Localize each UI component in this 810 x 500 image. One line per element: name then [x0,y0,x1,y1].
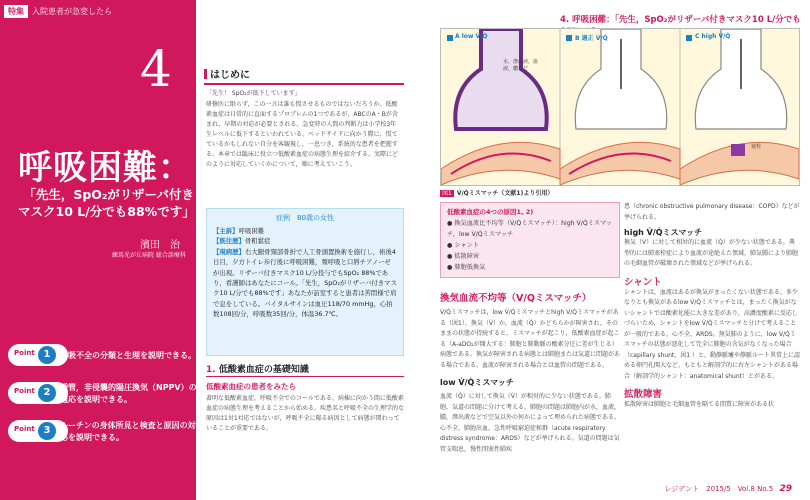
page-number-right: 29 [779,484,792,494]
subtitle-line-2: マスク10 L/分でも88%です」 [18,204,195,219]
causes-heading: 低酸素血症の4つの原因1, 2) [447,208,534,216]
diffusion-body: 拡散障害は肺胞と毛細血管を隔てる間質に障害がある状 [624,401,775,408]
section-1-heading [206,362,404,377]
author-affiliation: 練馬光が丘病院 総合診療科 [112,252,186,259]
cause-text: 換気血流比不均等（V̇/Q̇ミスマッチ）：high V̇/Q̇ミスマッチ，low V̇/Q̇ミスマッチ [447,220,613,238]
vq-diagram [441,29,799,185]
cause-text: 拡散障害 [454,253,480,260]
running-head: 4. 呼吸困難：「先生，SpO₂がリザーバ付きマスク10 L/分でも [560,15,801,25]
low-vq-heading: low V̇/Q̇ミスマッチ [440,378,514,387]
author-name-visible: 濱田 治 [140,240,180,251]
point-number: 2 [38,384,56,402]
figure-caption-box: 図1 [442,190,452,197]
figure-caption-text: V̇/Q̇ミスマッチ（文献1)より引用） [456,190,554,197]
footer-right [664,484,792,494]
diffusion-heading: 拡散障害 [624,389,663,400]
section-1 [206,362,404,434]
shunt-heading: シャント [624,276,662,288]
case-value: 骨粗鬆症 [244,237,271,246]
cause-item-1: ● 換気血流比不均等（V̇/Q̇ミスマッチ）：high V̇/Q̇ミスマッチ，low V̇/Q̇ミスマッチ [447,220,613,238]
shunt-body: シャントは，血流はあるが換気がまったくない状態である。多少なりとも換気があるlow V̇/Q̇ミスマッチとは，まったく換気がないシャントでは酸素化能に大きな差があり，高濃度酸素に反応しづらいため，シャントをlow V̇/Q̇ミスマッチと分けて考えることが一般的である。心不全，ARDS，無気肺のように，low V̇/Q̇ミスマッチの状態が悪化して完全に肺胞の含気がなくなった場合（capillary shunt，図1 ）と，動静脈瘻や静脈ルート異常上に認める卵円孔開大など，もともと解剖学的に右左シャントがある場合（解剖学的シャント：anatomical shunt）とがある。 [624,288,800,380]
figure-caption [440,188,553,197]
footer-left-text: レジデント 2015/5 Vol.8 No.5 [36,485,146,493]
cause-item-2: ● シャント [447,242,480,249]
vq-mismatch-figure [440,28,800,186]
intro-heading: はじめに [204,66,404,85]
case-key: 【既往歴】 [213,237,245,246]
case-present-illness [213,247,397,320]
high-vq-body: 換気（V̇）に対して相対的に血流（Q̇）が少ない状態である。典型的には肺塞栓症により血流が途絶えた領域，肺気腫により肺胞の毛細血管が破壊された領域などが挙げられる。 [624,239,799,267]
footer-right-text: レジデント 2015/5 Vol.8 No.5 [664,485,774,493]
panel-c-embolus [731,144,745,156]
section-1-body: 著明な低酸素血症，呼吸不全でのコールである。病棟に向かう間に低酸素血症の病態生理を考えることから始める。疾患名と呼吸不全の生理学的な原因は1対1対応ではないが，呼吸不全に陥る病因として病態が関わっていることが重要である。 [206,395,405,432]
low-vq-body: 血流（Q̇）に対して換気（V̇）が相対的に少ない状態である。肺胞，気道の問題に分けて考える。肺胞の問題は肺胞内が水，血液，膿，滲出液などで空気以外の何かによって埋められた病態である。心不全，肺胞出血，急性呼吸窮迫症候群（acute respiratory distress syndrome：ARDS）などが挙げられる。気道の問題は気管支喘息，慢性閉塞性肺疾 [440,393,621,453]
footer-left [18,484,146,494]
case-key: 【主訴】 [213,227,239,235]
vq-body: V̇/Q̇ミスマッチは，low V̇/Q̇ミスマッチとhigh V̇/Q̇ミスマッチがある（図1）。換気（V̇）か，血流（Q̇）かどちらかが障害され，そのままの状態が持続すると，ミスマッチが起こり，低酸素血症が起こる（A-aDO₂が開大する：肺胞と肺動脈の酸素分圧に差が生じる）病態である。換気が障害される病態とは肺胞または気道に問題がある場合である。血流が障害される場合とは血管の問題である。 [440,309,621,369]
point-label: Point [14,349,35,357]
page-number-left: 28 [18,484,31,494]
feature-tag-box: 特集 [4,5,28,18]
cause-text: 肺胞低換気 [454,264,486,271]
chapter-subtitle [18,186,194,220]
point-label: Point [14,425,35,433]
point-number: 1 [38,346,56,364]
section-1-title: 低酸素血症の基礎知識 [218,365,309,375]
intro-quote: 「先生！ SpO₂が低下しています」 [206,90,301,97]
right-column-1 [440,202,620,455]
point-number: 3 [38,422,56,440]
high-vq-heading: high V̇/Q̇ミスマッチ [624,228,703,237]
point-label: Point [14,387,35,395]
chapter-number: 4 [140,40,172,98]
section-1-subheading: 低酸素血症の患者をみたら [206,382,296,391]
panel-c-marker [686,35,692,41]
case-value: 右大腿骨頸部骨折で人工骨頭置換術を施行し，術後4日目，夕方トイレ歩行後に呼吸困難，頻呼吸と口唇チアノーゼが出現。リザーバ付きマスク10 L/分投与でもSpO₂ 88%であり，看護師はあなたにコール。「先生，SpO₂がリザーバ付きマスク10 L/分でも88%です」あなたが訪室すると患者は苦悶様で肩で息をしている。バイタルサインは血圧118/70 mmHg，心拍数108回/分，呼吸数35回/分，体温36.7℃。 [213,247,397,319]
intro-body: 研修医に限らず，この一言は誰も慌させるものではないだろうか。低酸素血症は日常的に直面するプロブレムの1つであるが，ABCのA・Bが含まれ，早期の対応が必要とされる。急変時の人間の判断力は小学校3年生レベルに低下するといわれている。ベッドサイドに向かう際に，慌てているかもしれない自分を客観視し，一息つき，系統的な患者を把握する。本章では臨床に役立つ低酸素血症の病態生理を紹介する。実際にどのように対応していくかについて，順に考えていこう。 [206,101,399,168]
right-column-2 [624,202,800,411]
embolus-label: 塞栓 [751,144,762,150]
case-key: 【現病歴】 [213,247,245,256]
cause-text: シャント [454,242,480,249]
copd-body: 患（chronic obstructive pulmonary disease：COPD）などが挙げられる。 [624,203,800,221]
case-heading: 症例 80歳の女性 [276,214,334,222]
point-1-text: 呼吸不全の分類と生理を説明できる。 [60,351,196,360]
panel-a-note: 水，滲出液，血液，膿など [503,59,539,72]
feature-tag-text: 入院患者が急変したら [32,6,112,16]
case-history [213,236,397,246]
cause-item-3: ● 拡散障害 [447,253,480,260]
vq-heading: 換気血流不均等（V/Qミスマッチ） [440,293,592,304]
point-3-text: ルーチンの身体所見と検査と原因の対応を説明できる。 [60,421,196,442]
panel-b-label: B 適正 V̇/Q̇ [575,35,608,42]
case-box [206,208,404,356]
case-chief-complaint [213,226,397,236]
cause-item-4: ● 肺胞低換気 [447,264,486,271]
panel-a-marker [447,35,453,41]
causes-box [440,202,620,278]
chapter-title: 呼吸困難： [18,148,193,188]
feature-tag [0,4,112,18]
panel-c-label: C high V̇/Q̇ [695,33,731,40]
subtitle-line-1: 「先生，SpO₂がリザーバ付き [23,187,194,202]
panel-a-label: A low V̇/Q̇ [455,33,488,40]
point-2-text: 挿管，非侵襲的陽圧換気（NPPV）の適応を説明できる。 [60,383,197,404]
case-value: 呼吸困難 [238,227,265,235]
section-1-number: 1. [206,365,216,375]
panel-b-marker [566,35,572,41]
